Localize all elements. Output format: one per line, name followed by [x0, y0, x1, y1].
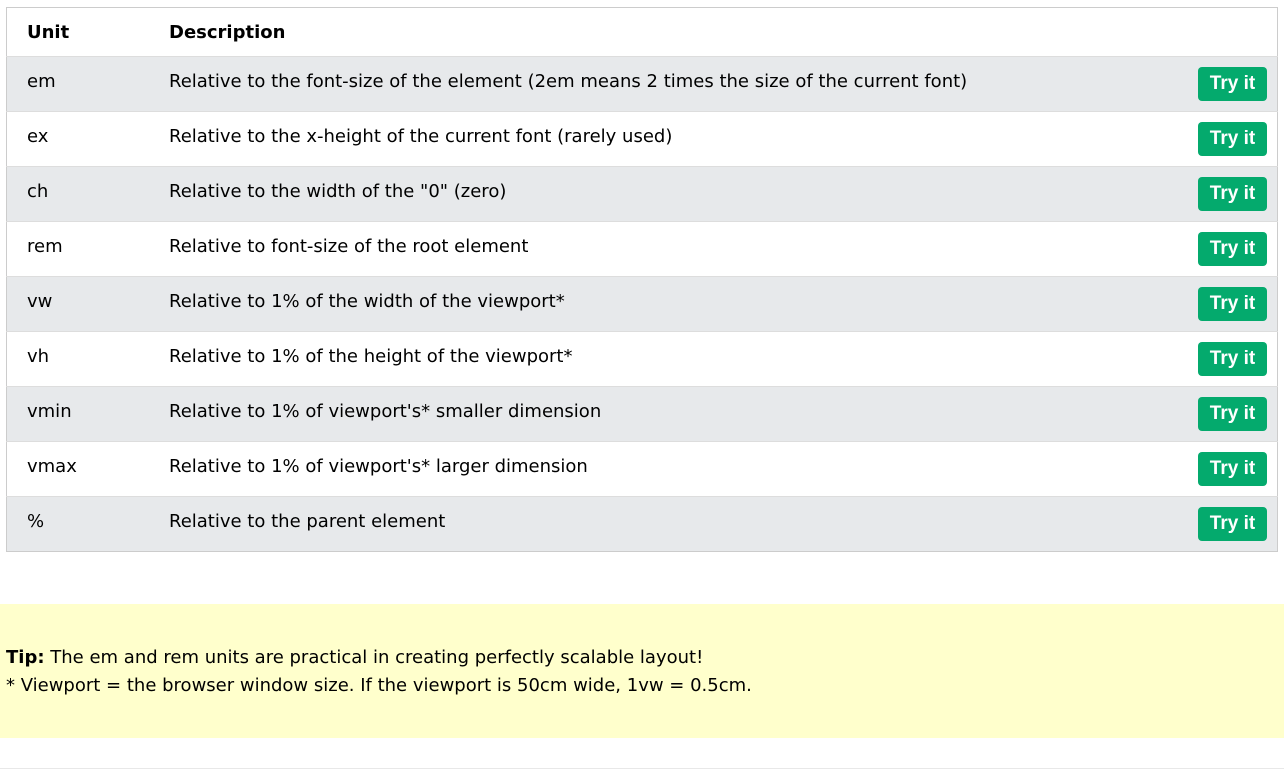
table-row: [7, 57, 1278, 112]
table-row: [7, 332, 1278, 387]
try-it-button[interactable]: Try it: [1198, 397, 1267, 431]
try-it-button[interactable]: Try it: [1198, 452, 1267, 486]
tip-note-box: [0, 604, 1284, 738]
table-row: [7, 112, 1278, 167]
tip-text: The em and rem units are practical in creating perfectly scalable layout!: [44, 647, 704, 668]
tip-label: Tip:: [6, 647, 45, 668]
description-cell: Relative to the x-height of the current font (rarely used): [169, 125, 673, 147]
divider: [0, 768, 1284, 769]
description-cell: Relative to the width of the "0" (zero): [169, 180, 507, 202]
description-cell: Relative to font-size of the root element: [169, 235, 529, 257]
viewport-note: * Viewport = the browser window size. If the viewport is 50cm wide, 1vw = 0.5cm.: [6, 675, 752, 696]
unit-cell: em: [27, 70, 56, 92]
try-it-button[interactable]: Try it: [1198, 67, 1267, 101]
header-description: Description: [169, 8, 1278, 57]
unit-cell: ch: [27, 180, 49, 202]
table-row: [7, 497, 1278, 552]
table-header-row: [7, 8, 1278, 57]
table-row: [7, 387, 1278, 442]
header-unit: Unit: [7, 8, 170, 57]
unit-cell: vmin: [27, 400, 72, 422]
try-it-button[interactable]: Try it: [1198, 507, 1267, 541]
description-cell: Relative to 1% of the width of the viewport*: [169, 290, 565, 312]
css-units-table: [6, 7, 1278, 552]
unit-cell: ex: [27, 125, 49, 147]
try-it-button[interactable]: Try it: [1198, 232, 1267, 266]
try-it-button[interactable]: Try it: [1198, 122, 1267, 156]
table-row: [7, 442, 1278, 497]
table-row: [7, 167, 1278, 222]
unit-cell: %: [27, 510, 45, 532]
description-cell: Relative to the parent element: [169, 510, 446, 532]
tip-line: [6, 647, 703, 668]
try-it-button[interactable]: Try it: [1198, 177, 1267, 211]
table-row: [7, 222, 1278, 277]
unit-cell: vmax: [27, 455, 77, 477]
description-cell: Relative to 1% of viewport's* larger dimension: [169, 455, 588, 477]
description-cell: Relative to the font-size of the element (2em means 2 times the size of the current font): [169, 70, 968, 92]
unit-cell: vh: [27, 345, 50, 367]
try-it-button[interactable]: Try it: [1198, 342, 1267, 376]
unit-cell: rem: [27, 235, 63, 257]
try-it-button[interactable]: Try it: [1198, 287, 1267, 321]
unit-cell: vw: [27, 290, 53, 312]
description-cell: Relative to 1% of viewport's* smaller dimension: [169, 400, 602, 422]
description-cell: Relative to 1% of the height of the viewport*: [169, 345, 573, 367]
table-row: [7, 277, 1278, 332]
